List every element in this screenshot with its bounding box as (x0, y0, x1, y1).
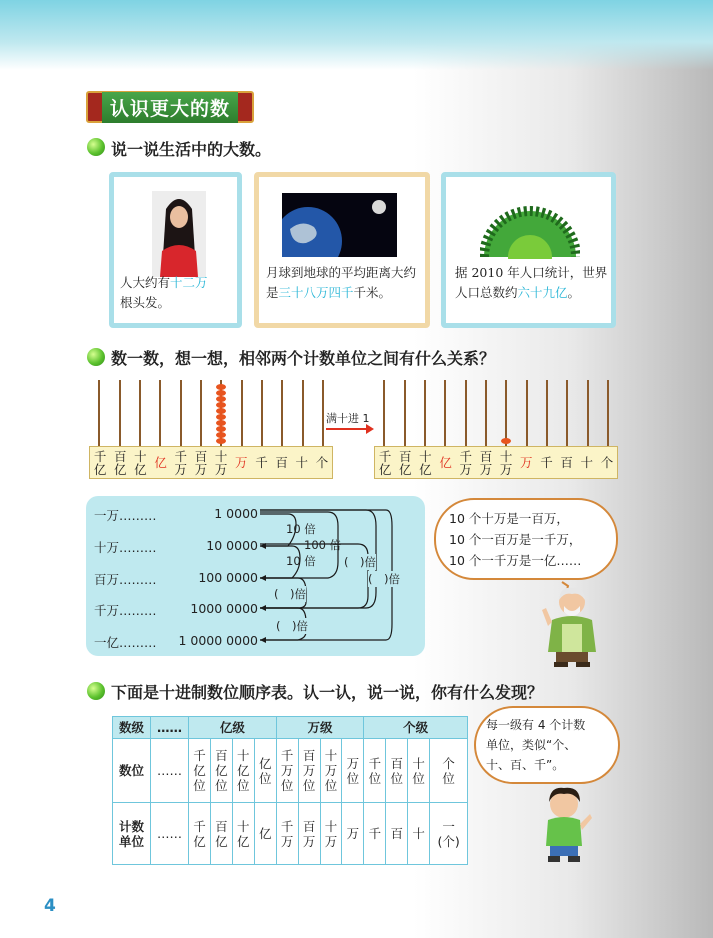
cell-char: 十 (412, 755, 425, 771)
cell-char: 万 (324, 833, 338, 849)
relation-value: 1 0000 0000 (178, 633, 258, 648)
place-cell (110, 450, 130, 476)
place-cell-bottom: 亿 (93, 461, 107, 477)
place-cell-bottom: 亿 (399, 461, 412, 477)
digit-position-cell (408, 739, 430, 803)
counting-unit-cell (408, 803, 430, 865)
relation-label: 100 倍 (304, 538, 342, 552)
cell-char: 百 (302, 748, 316, 763)
place-cell-bottom: 万 (499, 461, 513, 477)
cell-char: 千 (368, 826, 382, 841)
counting-unit-cell (320, 803, 342, 865)
counting-unit-cell (364, 803, 386, 865)
relation-value: 1 0000 (214, 506, 258, 521)
place-cell (292, 456, 312, 469)
place-cell-top: 十 (499, 448, 513, 464)
card-population-text: 据 2010 年人口统计，世界人口总数约六十九亿。 (455, 265, 608, 300)
cell-char: 位 (280, 778, 294, 793)
cell-char: 亿 (193, 763, 206, 778)
cell-char: 位 (412, 770, 425, 786)
table-header-group: 亿级 (189, 717, 277, 739)
place-cell-bottom: 亿 (134, 461, 147, 477)
digit-position-table (112, 716, 468, 865)
place-cell-top: 百 (194, 448, 208, 464)
cell-char: 万 (302, 833, 316, 849)
top-header-band (0, 0, 713, 70)
bullet-icon (87, 682, 105, 700)
section3-heading: 下面是十进制数位顺序表。认一认，说一说，你有什么发现？ (111, 683, 544, 702)
abacus-rod (587, 380, 589, 446)
abacus-rod (404, 380, 406, 446)
counting-unit-cell (276, 803, 298, 865)
digit-row-label: 数位 (113, 739, 151, 803)
abacus-rod (119, 380, 121, 446)
girl-photo (152, 191, 206, 277)
abacus-bead (216, 414, 226, 420)
abacus-bead (216, 432, 226, 438)
place-cell (130, 450, 150, 476)
place-cell (312, 456, 332, 469)
cell-char: 亿 (258, 755, 272, 771)
teacher-icon (540, 580, 602, 668)
relation-label: ( )倍 (276, 619, 308, 633)
place-cell-bottom: 万 (479, 461, 493, 477)
cell-char: 位 (258, 770, 272, 786)
cell-char: 万 (280, 763, 294, 778)
lesson-title: 认识更大的数 (102, 92, 238, 123)
cell-char: 亿 (237, 763, 250, 778)
place-cell-top: 千 (540, 455, 553, 470)
card-population (441, 172, 616, 328)
student-icon (536, 784, 594, 864)
counting-unit-cell (342, 803, 364, 865)
relation-value: 100 0000 (198, 570, 258, 585)
counting-unit-cell (189, 803, 211, 865)
relation-name: 十万……… (94, 540, 157, 555)
place-cell (231, 456, 251, 469)
abacus-rod (139, 380, 141, 446)
abacus-rod (281, 380, 283, 446)
bubble-line: 每一级有 4 个计数 (486, 718, 586, 732)
place-cell-top: 千 (459, 448, 473, 464)
cell-char: 百 (215, 818, 228, 834)
digit-position-cell (189, 739, 211, 803)
cell-char: 十 (237, 818, 250, 834)
cell-char: 位 (193, 778, 206, 793)
relation-label: ( )倍 (344, 555, 376, 569)
place-cell-top: 十 (580, 455, 594, 470)
digit-position-cell (276, 739, 298, 803)
place-cell (395, 450, 415, 476)
card-moon-text: 月球到地球的平均距离大约是三十八万四千千米。 (266, 265, 417, 300)
abacus-bead (216, 408, 226, 414)
cell-char: 位 (237, 778, 250, 793)
abacus-rod (546, 380, 548, 446)
lesson-title-badge (86, 91, 254, 123)
abacus-rod (485, 380, 487, 446)
bubble-line: 10 个一百万是一千万， (449, 532, 582, 547)
place-cell (251, 456, 271, 469)
cell-char: 十 (324, 748, 338, 763)
bubble-line: 十、百、千”。 (486, 758, 565, 772)
relation-label: 10 倍 (286, 554, 316, 568)
unit-row-dots: …… (151, 803, 189, 865)
cell-char: 位 (346, 770, 360, 786)
place-cell-top: 万 (235, 455, 248, 470)
bullet-icon (87, 348, 105, 366)
place-cell-top: 十 (134, 448, 147, 464)
cell-char: 万 (324, 763, 338, 778)
cell-char: 位 (442, 770, 455, 786)
digit-position-cell (232, 739, 254, 803)
place-cell (557, 456, 577, 469)
place-cell-top: 千 (255, 455, 268, 470)
place-cell-top: 个 (315, 455, 329, 470)
relation-value: 1000 0000 (190, 601, 258, 616)
abacus-rod (505, 380, 507, 446)
place-cell-top: 十 (295, 455, 309, 470)
relation-name: 一万……… (94, 508, 157, 523)
cell-char: 千 (280, 748, 294, 763)
counting-unit-cell (386, 803, 408, 865)
relation-name: 千万……… (94, 603, 157, 618)
abacus-rod (566, 380, 568, 446)
place-cell (536, 456, 556, 469)
place-cell (171, 450, 191, 476)
place-cell-bottom: 亿 (378, 461, 392, 477)
abacus-rod (424, 380, 426, 446)
relation-label: ( )倍 (274, 587, 306, 601)
cell-char: 亿 (215, 763, 228, 778)
section2-heading: 数一数，想一想，相邻两个计数单位之间有什么关系？ (111, 349, 496, 368)
digit-position-cell (210, 739, 232, 803)
cell-char: 位 (390, 770, 404, 786)
place-cell-bottom: 万 (194, 461, 208, 477)
abacus-rod (159, 380, 161, 446)
place-cell-top: 亿 (439, 455, 452, 470)
digit-position-cell (298, 739, 320, 803)
abacus-rod (261, 380, 263, 446)
digit-position-cell (254, 739, 276, 803)
cell-char: 亿 (215, 833, 228, 849)
place-cell (516, 456, 536, 469)
place-cell-bottom: 亿 (114, 461, 127, 477)
digit-position-cell (320, 739, 342, 803)
abacus-bead (216, 396, 226, 402)
cell-char: 位 (215, 778, 228, 793)
cell-char: 一 (442, 818, 455, 834)
table-header-label: 数级 (113, 717, 151, 739)
cell-char: 亿 (237, 833, 250, 849)
counting-unit-cell (210, 803, 232, 865)
abacus-rod (98, 380, 100, 446)
cell-char: 千 (193, 818, 206, 834)
cell-char: 百 (390, 755, 404, 771)
place-cell-top: 万 (520, 455, 533, 470)
abacus-bead (216, 438, 226, 444)
abacus-rod (383, 380, 385, 446)
cell-char: 万 (280, 833, 294, 849)
earth-moon-photo (282, 193, 397, 257)
cell-char: 千 (280, 818, 294, 834)
place-cell-top: 十 (419, 448, 432, 464)
place-cell (597, 456, 617, 469)
abacus-rod (241, 380, 243, 446)
cell-char: 十 (324, 818, 338, 834)
abacus-bead (216, 420, 226, 426)
relation-name: 一亿……… (94, 635, 157, 650)
place-cell (436, 456, 456, 469)
cell-char: 亿 (193, 833, 206, 849)
bullet-icon (87, 138, 105, 156)
place-cell-bottom: 万 (459, 461, 473, 477)
cell-char: 千 (193, 748, 206, 763)
place-cell-top: 千 (93, 448, 107, 464)
cell-char: 万 (346, 755, 360, 771)
place-cell (211, 450, 231, 476)
place-strip-left (89, 446, 333, 479)
place-cell-bottom: 万 (174, 461, 188, 477)
digit-row-dots: …… (151, 739, 189, 803)
counting-unit-cell (232, 803, 254, 865)
cell-char: 亿 (258, 826, 272, 841)
card-hair (109, 172, 242, 328)
place-cell (476, 450, 496, 476)
abacus-rod (302, 380, 304, 446)
relation-label: ( )倍 (368, 572, 400, 586)
place-cell-top: 百 (399, 448, 412, 464)
place-cell-bottom: 万 (214, 461, 228, 477)
place-cell-top: 十 (214, 448, 228, 464)
abacus-rod (526, 380, 528, 446)
digit-position-cell (386, 739, 408, 803)
cell-char: 千 (368, 755, 382, 771)
place-cell (577, 456, 597, 469)
place-cell-top: 个 (600, 455, 614, 470)
cell-char: 百 (302, 818, 316, 834)
unit-row-label: 计数单位 (113, 803, 151, 865)
card-hair-text: 人大约有十二万 根头发。 (120, 275, 208, 310)
abacus-rod (607, 380, 609, 446)
cell-char: 位 (302, 778, 316, 793)
cell-char: 万 (346, 826, 360, 841)
abacus-bead (216, 426, 226, 432)
place-cell-top: 百 (114, 448, 127, 464)
place-cell (496, 450, 516, 476)
abacus-rod (180, 380, 182, 446)
carry-label: 满十进 1 (326, 412, 370, 425)
crowd-globe-icon (480, 187, 580, 259)
place-cell (415, 450, 435, 476)
cell-char: 十 (237, 748, 250, 763)
relation-label: 10 倍 (286, 522, 316, 536)
place-cell-top: 百 (560, 455, 573, 470)
section1-heading: 说一说生活中的大数。 (111, 140, 272, 159)
bubble-line: 10 个十万是一百万， (449, 511, 569, 526)
relation-value: 10 0000 (206, 538, 258, 553)
bubble-line: 单位，类似“个、 (486, 738, 577, 752)
place-cell-top: 百 (275, 455, 288, 470)
cell-char: (个) (437, 833, 460, 849)
digit-position-cell (430, 739, 468, 803)
relation-name: 百万……… (94, 572, 157, 587)
place-cell-top: 百 (479, 448, 493, 464)
place-cell (90, 450, 110, 476)
cell-char: 万 (302, 763, 316, 778)
cell-char: 十 (412, 826, 425, 841)
place-cell-top: 亿 (154, 455, 167, 470)
abacus-bead (216, 390, 226, 396)
place-cell (456, 450, 476, 476)
cell-char: 位 (368, 770, 382, 786)
table-header-group: 个级 (364, 717, 468, 739)
abacus-bead (501, 438, 511, 444)
counting-unit-cell (430, 803, 468, 865)
cell-char: 百 (215, 748, 228, 763)
place-cell (151, 456, 171, 469)
place-strip-right (374, 446, 618, 479)
place-cell-bottom: 亿 (419, 461, 432, 477)
abacus-rod (322, 380, 324, 446)
cell-char: 位 (324, 778, 338, 793)
abacus-rod (200, 380, 202, 446)
card-moon (254, 172, 430, 328)
bubble-line: 10 个一千万是一亿…… (449, 553, 582, 568)
abacus-rod (444, 380, 446, 446)
cell-char: 个 (442, 755, 455, 771)
cell-char: 百 (390, 826, 404, 841)
digit-position-cell (342, 739, 364, 803)
place-cell (191, 450, 211, 476)
place-cell-top: 千 (378, 448, 392, 464)
digit-position-cell (364, 739, 386, 803)
abacus-bead (216, 384, 226, 390)
abacus-bead (216, 402, 226, 408)
place-cell (375, 450, 395, 476)
table-header-dots: …… (151, 717, 189, 739)
counting-unit-cell (298, 803, 320, 865)
place-cell (272, 456, 292, 469)
arrow-right-icon (326, 424, 374, 434)
abacus-rod (465, 380, 467, 446)
place-cell-top: 千 (174, 448, 188, 464)
counting-unit-cell (254, 803, 276, 865)
table-header-group: 万级 (276, 717, 364, 739)
page-number: 4 (44, 896, 56, 916)
